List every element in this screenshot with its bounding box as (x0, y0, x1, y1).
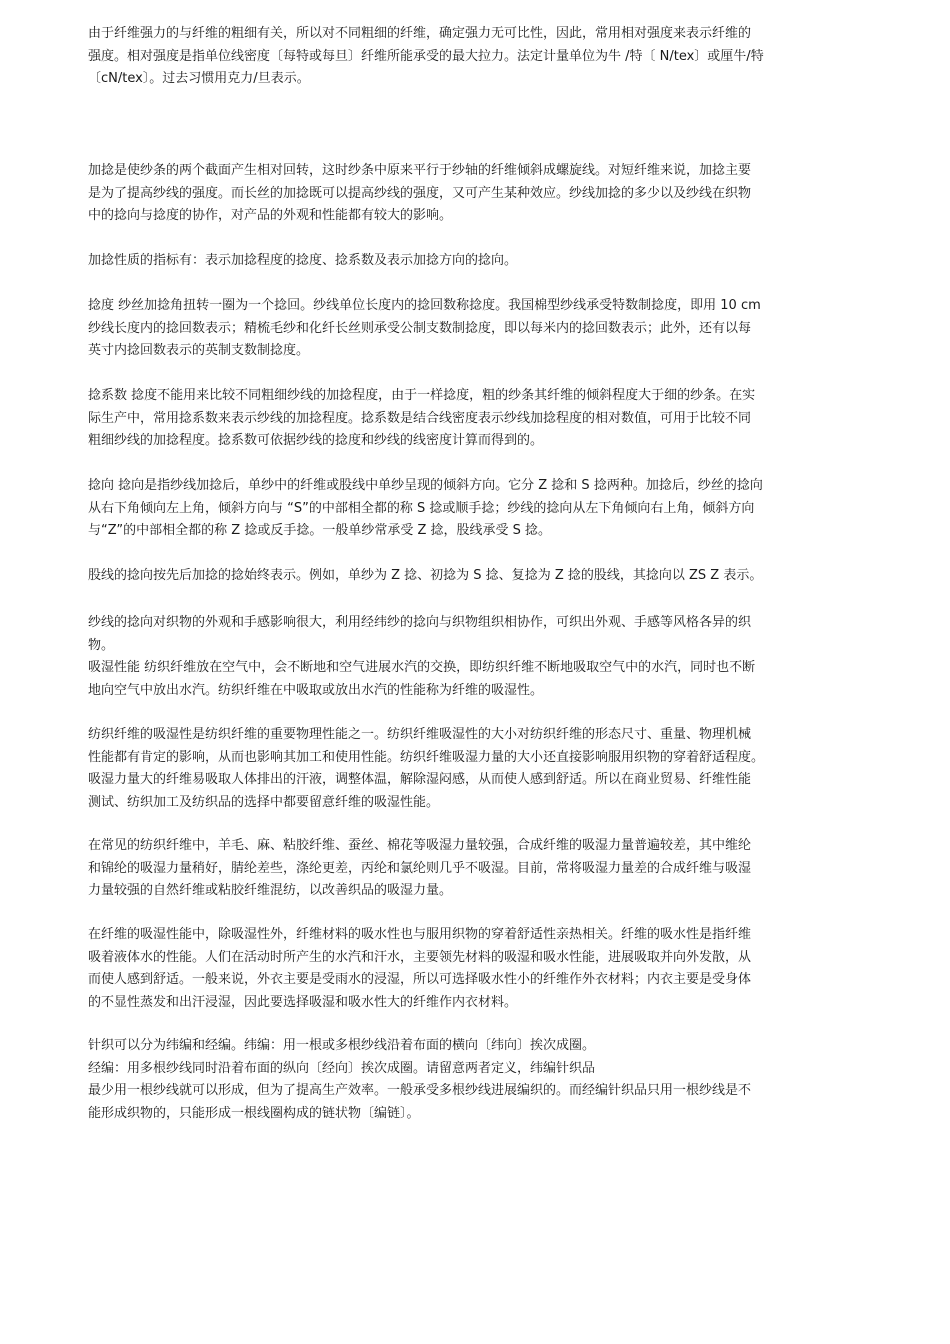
paragraph-twist-factor (88, 385, 918, 453)
paragraph-twisting-intro (88, 160, 918, 228)
text-line: 吸湿力量大的纤维易吸取人体排出的汗液，调整体温，解除湿闷感，从而使人感到舒适。所以在商业贸易、纤维性能 (88, 772, 752, 787)
text-line: 在常见的纺织纤维中，羊毛、麻、粘胶纤维、蚕丝、棉花等吸湿力量较强，合成纤维的吸湿力量普遍较差，其中维纶 (88, 838, 752, 853)
text-line: 物。 (88, 637, 115, 653)
paragraph-ply-twist (88, 565, 918, 588)
text-line: 吸着液体水的性能。人们在活动时所产生的水汽和汗水，主要领先材料的吸湿和吸水性能，进展吸取并向外发散，从 (88, 949, 752, 965)
text-line: 捻系数 捻度不能用来比较不同粗细纱线的加捻程度，由于一样捻度，粗的纱条其纤维的倾斜程度大于细的纱条。在实 (88, 388, 756, 403)
text-line: 经编：用多根纱线同时沿着布面的纵向〔经向〕挨次成圈。请留意两者定义，纬编针织品 (88, 1060, 596, 1076)
paragraph-twist-appearance (88, 612, 918, 657)
text-line: 是为了提高纱线的强度。而长丝的加捻既可以提高纱线的强度，又可产生某种效应。纱线加捻的多少以及纱线在织物 (88, 185, 752, 201)
text-line: 加捻是使纱条的两个截面产生相对回转，这时纱条中原来平行于纱轴的纤维倾斜成螺旋线。对短纤维来说，加捻主要 (88, 163, 752, 178)
text-line: 而使人感到舒适。一般来说，外衣主要是受雨水的浸湿，所以可选择吸水性小的纤维作外衣材料；内衣主要是受身体 (88, 972, 752, 987)
text-line: 最少用一根纱线就可以形成，但为了提高生产效率。一般承受多根纱线进展编织的。而经编针织品只用一根纱线是不 (88, 1083, 752, 1098)
text-line: 纱线的捻向对织物的外观和手感影响很大，利用经纬纱的捻向与织物组织相协作，可织出外观、手感等风格各异的织 (88, 615, 752, 630)
paragraph-twist-direction (88, 475, 918, 543)
text-line: 纺织纤维的吸湿性是纺织纤维的重要物理性能之一。纺织纤维吸湿性的大小对纺织纤维的形态尺寸、重量、物理机械 (88, 727, 752, 742)
text-line: 〔cN/tex〕。过去习惯用克力/旦表示。 (88, 71, 310, 86)
paragraph-knitting (88, 1035, 918, 1125)
text-line: 性能都有肯定的影响，从而也影响其加工和使用性能。纺织纤维吸湿力量的大小还直接影响服用织物的穿着舒适程度。 (88, 749, 765, 765)
text-line: 地向空气中放出水汽。纺织纤维在中吸取或放出水汽的性能称为纤维的吸湿性。 (88, 682, 544, 698)
text-line: 和锦纶的吸湿力量稍好，腈纶差些，涤纶更差，丙纶和氯纶则几乎不吸湿。目前，常将吸湿力量差的合成纤维与吸湿 (88, 860, 752, 876)
paragraph-fiber-strength (88, 23, 918, 91)
text-line: 加捻性质的指标有：表示加捻程度的捻度、捻系数及表示加捻方向的捻向。 (88, 253, 518, 268)
text-line: 纱线长度内的捻回数表示；精梳毛纱和化纤长丝则承受公制支数制捻度，即以每米内的捻回数表示；此外，还有以每 (88, 320, 752, 336)
text-line: 从右下角倾向左上角，倾斜方向与 “S”的中部相全都的称 S 捻或顺手捻；纱线的捻向从左下角倾向右上角，倾斜方向 (88, 500, 755, 516)
text-line: 能形成织物的，只能形成一根线圈构成的链状物〔编链〕。 (88, 1105, 420, 1121)
text-line: 吸湿性能 纺织纤维放在空气中，会不断地和空气进展水汽的交换，即纺织纤维不断地吸取空气中的水汽，同时也不断 (88, 660, 756, 675)
text-line: 际生产中，常用捻系数来表示纱线的加捻程度。捻系数是结合线密度表示纱线加捻程度的相对数值，可用于比较不同 (88, 410, 752, 426)
text-line: 由于纤维强力的与纤维的粗细有关，所以对不同粗细的纤维，确定强力无可比性，因此，常用相对强度来表示纤维的 (88, 26, 752, 41)
text-line: 与“Z”的中部相全都的称 Z 捻或反手捻。一般单纱常承受 Z 捻，股线承受 S 捻。 (88, 523, 552, 538)
paragraph-moisture-absorption (88, 657, 918, 702)
text-line: 中的捻向与捻度的协作，对产品的外观和性能都有较大的影响。 (88, 208, 453, 223)
text-line: 的不显性蒸发和出汗浸湿，因此要选择吸湿和吸水性大的纤维作内衣材料。 (88, 994, 518, 1010)
paragraph-common-fibers (88, 835, 918, 903)
paragraph-water-absorption (88, 924, 918, 1014)
paragraph-twist-degree (88, 295, 918, 363)
text-line: 针织可以分为纬编和经编。纬编：用一根或多根纱线沿着布面的横向〔纬向〕挨次成圈。 (88, 1038, 596, 1053)
text-line: 股线的捻向按先后加捻的捻始终表示。例如，单纱为 Z 捻、初捻为 S 捻、复捻为 Z 捻的股线，其捻向以 ZS Z 表示。 (88, 568, 763, 583)
text-line: 粗细纱线的加捻程度。捻系数可依据纱线的捻度和纱线的线密度计算而得到的。 (88, 433, 544, 448)
text-line: 测试、纺织加工及纺织品的选择中都要留意纤维的吸湿性能。 (88, 794, 440, 810)
text-line: 英寸内捻回数表示的英制支数制捻度。 (88, 343, 310, 358)
text-line: 捻度 纱丝加捻角扭转一圈为一个捻回。纱线单位长度内的捻回数称捻度。我国棉型纱线承受特数制捻度，即用 10 cm (88, 298, 761, 313)
text-line: 力量较强的自然纤维或粘胶纤维混纺，以改善织品的吸湿力量。 (88, 883, 453, 898)
paragraph-moisture-importance (88, 724, 918, 814)
text-line: 捻向 捻向是指纱线加捻后，单纱中的纤维或股线中单纱呈现的倾斜方向。它分 Z 捻和 S 捻两种。加捻后，纱丝的捻向 (88, 478, 763, 493)
text-line: 在纤维的吸湿性能中，除吸湿性外，纤维材料的吸水性也与服用织物的穿着舒适性亲热相关。纤维的吸水性是指纤维 (88, 927, 752, 942)
text-line: 强度。相对强度是指单位线密度〔每特或每旦〕纤维所能承受的最大拉力。法定计量单位为牛 /特〔 N/tex〕或厘牛/特 (88, 48, 764, 64)
paragraph-twist-indicators (88, 250, 918, 273)
